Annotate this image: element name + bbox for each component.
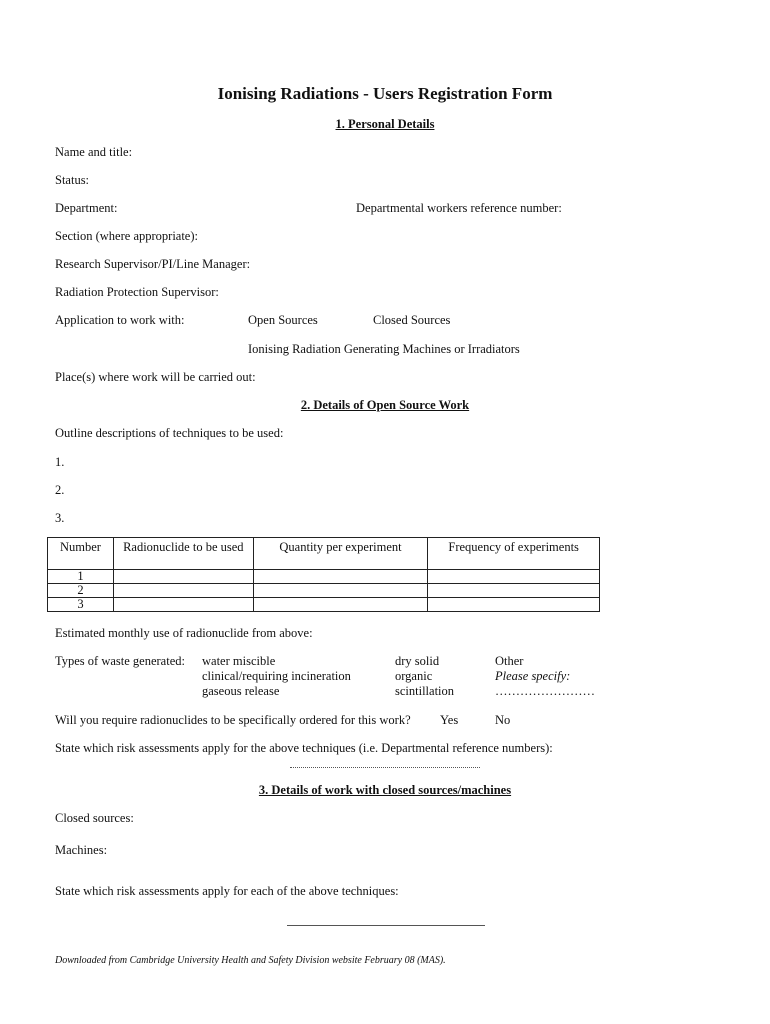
table-row xyxy=(48,570,600,584)
technique-item-3: 3. xyxy=(55,511,65,525)
quantity-cell[interactable] xyxy=(253,598,428,612)
quantity-cell[interactable] xyxy=(253,584,428,598)
header-number: Number xyxy=(48,538,114,570)
outline-label: Outline descriptions of techniques to be used: xyxy=(55,426,284,440)
status-label: Status: xyxy=(55,173,90,187)
radionuclide-table xyxy=(47,537,600,612)
open-sources-option[interactable]: Open Sources xyxy=(248,313,318,327)
machines-label: Machines: xyxy=(55,843,108,857)
radionuclide-cell[interactable] xyxy=(113,570,253,584)
order-question: Will you require radionuclides to be specifically ordered for this work? xyxy=(55,713,411,727)
section-3-heading: 3. Details of work with closed sources/machines xyxy=(258,783,512,797)
places-label: Place(s) where work will be carried out: xyxy=(55,370,256,384)
waste-organic[interactable]: organic xyxy=(395,669,433,683)
risk-assessment-label: State which risk assessments apply for the above techniques (i.e. Departmental reference numbers): xyxy=(55,741,553,755)
waste-scintillation[interactable]: scintillation xyxy=(395,684,455,698)
frequency-cell[interactable] xyxy=(428,570,600,584)
quantity-cell[interactable] xyxy=(253,570,428,584)
risk-assessment-line[interactable] xyxy=(290,767,480,768)
row-number: 1 xyxy=(48,570,114,584)
technique-item-1: 1. xyxy=(55,455,65,469)
waste-other[interactable]: Other xyxy=(495,654,524,668)
department-label: Department: xyxy=(55,201,118,215)
row-number: 2 xyxy=(48,584,114,598)
closed-sources-option[interactable]: Closed Sources xyxy=(373,313,451,327)
technique-item-2: 2. xyxy=(55,483,65,497)
please-specify-label: Please specify: xyxy=(495,669,571,683)
closed-sources-label: Closed sources: xyxy=(55,811,134,825)
application-label: Application to work with: xyxy=(55,313,185,327)
header-frequency: Frequency of experiments xyxy=(428,538,600,570)
supervisor-label: Research Supervisor/PI/Line Manager: xyxy=(55,257,251,271)
rps-label: Radiation Protection Supervisor: xyxy=(55,285,219,299)
radionuclide-cell[interactable] xyxy=(113,584,253,598)
section-1-heading: 1. Personal Details xyxy=(335,117,435,131)
name-title-label: Name and title: xyxy=(55,145,133,159)
table-row xyxy=(48,584,600,598)
header-quantity: Quantity per experiment xyxy=(253,538,428,570)
order-no[interactable]: No xyxy=(495,713,511,727)
form-title: Ionising Radiations - Users Registration Form xyxy=(217,84,553,103)
radionuclide-cell[interactable] xyxy=(113,598,253,612)
frequency-cell[interactable] xyxy=(428,584,600,598)
section-label: Section (where appropriate): xyxy=(55,229,198,243)
dept-reference-label: Departmental workers reference number: xyxy=(356,201,562,215)
machines-option[interactable]: Ionising Radiation Generating Machines or Irradiators xyxy=(248,342,520,356)
waste-clinical[interactable]: clinical/requiring incineration xyxy=(202,669,351,683)
header-radionuclide: Radionuclide to be used xyxy=(113,538,253,570)
waste-water-miscible[interactable]: water miscible xyxy=(202,654,276,668)
risk-assessment-each-line[interactable] xyxy=(287,925,485,926)
row-number: 3 xyxy=(48,598,114,612)
footer-note: Downloaded from Cambridge University Health and Safety Division website February 08 (MAS). xyxy=(55,955,446,966)
section-2-heading: 2. Details of Open Source Work xyxy=(300,398,470,412)
table-row xyxy=(48,598,600,612)
waste-label: Types of waste generated: xyxy=(55,654,185,668)
monthly-use-label: Estimated monthly use of radionuclide from above: xyxy=(55,626,313,640)
waste-gaseous[interactable]: gaseous release xyxy=(202,684,280,698)
frequency-cell[interactable] xyxy=(428,598,600,612)
specify-dots[interactable]: …………………… xyxy=(495,684,595,698)
risk-assessment-each-label: State which risk assessments apply for each of the above techniques: xyxy=(55,884,399,898)
waste-dry-solid[interactable]: dry solid xyxy=(395,654,440,668)
order-yes[interactable]: Yes xyxy=(440,713,459,727)
